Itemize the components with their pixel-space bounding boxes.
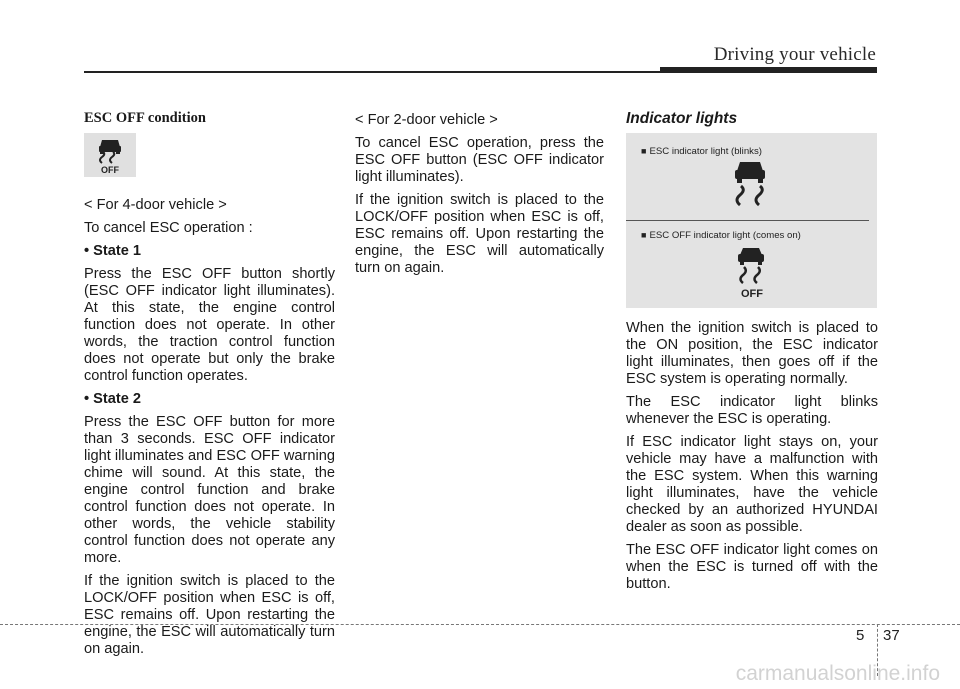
indicator-para-3: If ESC indicator light stays on, your vehicle may have a malfunction with the ESC system. When this warning light illuminates, have the vehicle checked by an authorized HYUNDAI dealer as soon as possible. — [626, 434, 878, 535]
column-1 — [84, 110, 335, 664]
header-rule-thick — [660, 67, 877, 73]
state-1-text: Press the ESC OFF button shortly (ESC OFF indicator light illuminates). At this state, the engine control function does not operate. In other words, the traction control function does not operate but only the brake control function operates. — [84, 266, 335, 384]
for-2-door-label: < For 2-door vehicle > — [355, 112, 498, 128]
page-number: 37 — [883, 627, 900, 644]
indicator-lights-heading: Indicator lights — [626, 110, 738, 127]
state-2-title: • State 2 — [84, 391, 142, 407]
esc-off-icon — [84, 133, 136, 177]
esc-blinks-text: ESC indicator light (blinks) — [649, 146, 762, 157]
bullet-square-icon: ■ — [641, 230, 647, 240]
watermark: carmanualsonline.info — [735, 662, 940, 685]
esc-off-icon-text: OFF — [101, 165, 119, 175]
indicator-para-2: The ESC indicator light blinks whenever the ESC is operating. — [626, 394, 878, 427]
state-2-text: Press the ESC OFF button for more than 3 seconds. ESC OFF indicator light illuminates and ESC OFF warning chime will sound. At this state, the engine control function and brake control function does not operate. In other words, the vehicle stability control function does not operate any more. — [84, 414, 335, 566]
esc-off-indicator-icon — [732, 245, 772, 299]
state-1-title: • State 1 — [84, 243, 142, 259]
header-rule-thin — [84, 71, 660, 73]
column-3 — [626, 110, 878, 599]
column-2 — [355, 112, 604, 283]
section-number: 5 — [856, 627, 865, 644]
esc-off-condition-heading: ESC OFF condition — [84, 110, 206, 126]
figure-divider — [626, 220, 869, 221]
esc-off-indicator-text: OFF — [741, 288, 763, 299]
esc-blinks-label — [641, 143, 762, 160]
esc-off-comes-on-text: ESC OFF indicator light (comes on) — [649, 230, 801, 241]
ignition-text-2door: If the ignition switch is placed to the LOCK/OFF position when ESC is off, ESC remains off. Upon restarting the engine, the ESC will automatically turn on again. — [355, 192, 604, 276]
footer-dashed-rule — [0, 624, 960, 625]
cancel-intro: To cancel ESC operation : — [84, 220, 253, 236]
ignition-text-4door: If the ignition switch is placed to the LOCK/OFF position when ESC is off, ESC remains off. Upon restarting the engine, the ESC will automatically turn on again. — [84, 573, 335, 657]
section-title: Driving your vehicle — [713, 44, 876, 65]
indicator-lights-figure — [626, 133, 877, 308]
esc-off-comes-on-label — [641, 227, 801, 244]
indicator-para-1: When the ignition switch is placed to the ON position, the ESC indicator light illuminates, then goes off if the ESC system is operating normally. — [626, 320, 878, 387]
cancel-text-2door: To cancel ESC operation, press the ESC OFF button (ESC OFF indicator light illuminates). — [355, 135, 604, 185]
bullet-square-icon: ■ — [641, 146, 647, 156]
esc-indicator-icon — [726, 159, 774, 211]
indicator-para-4: The ESC OFF indicator light comes on when the ESC is turned off with the button. — [626, 542, 878, 592]
for-4-door-label: < For 4-door vehicle > — [84, 197, 227, 213]
